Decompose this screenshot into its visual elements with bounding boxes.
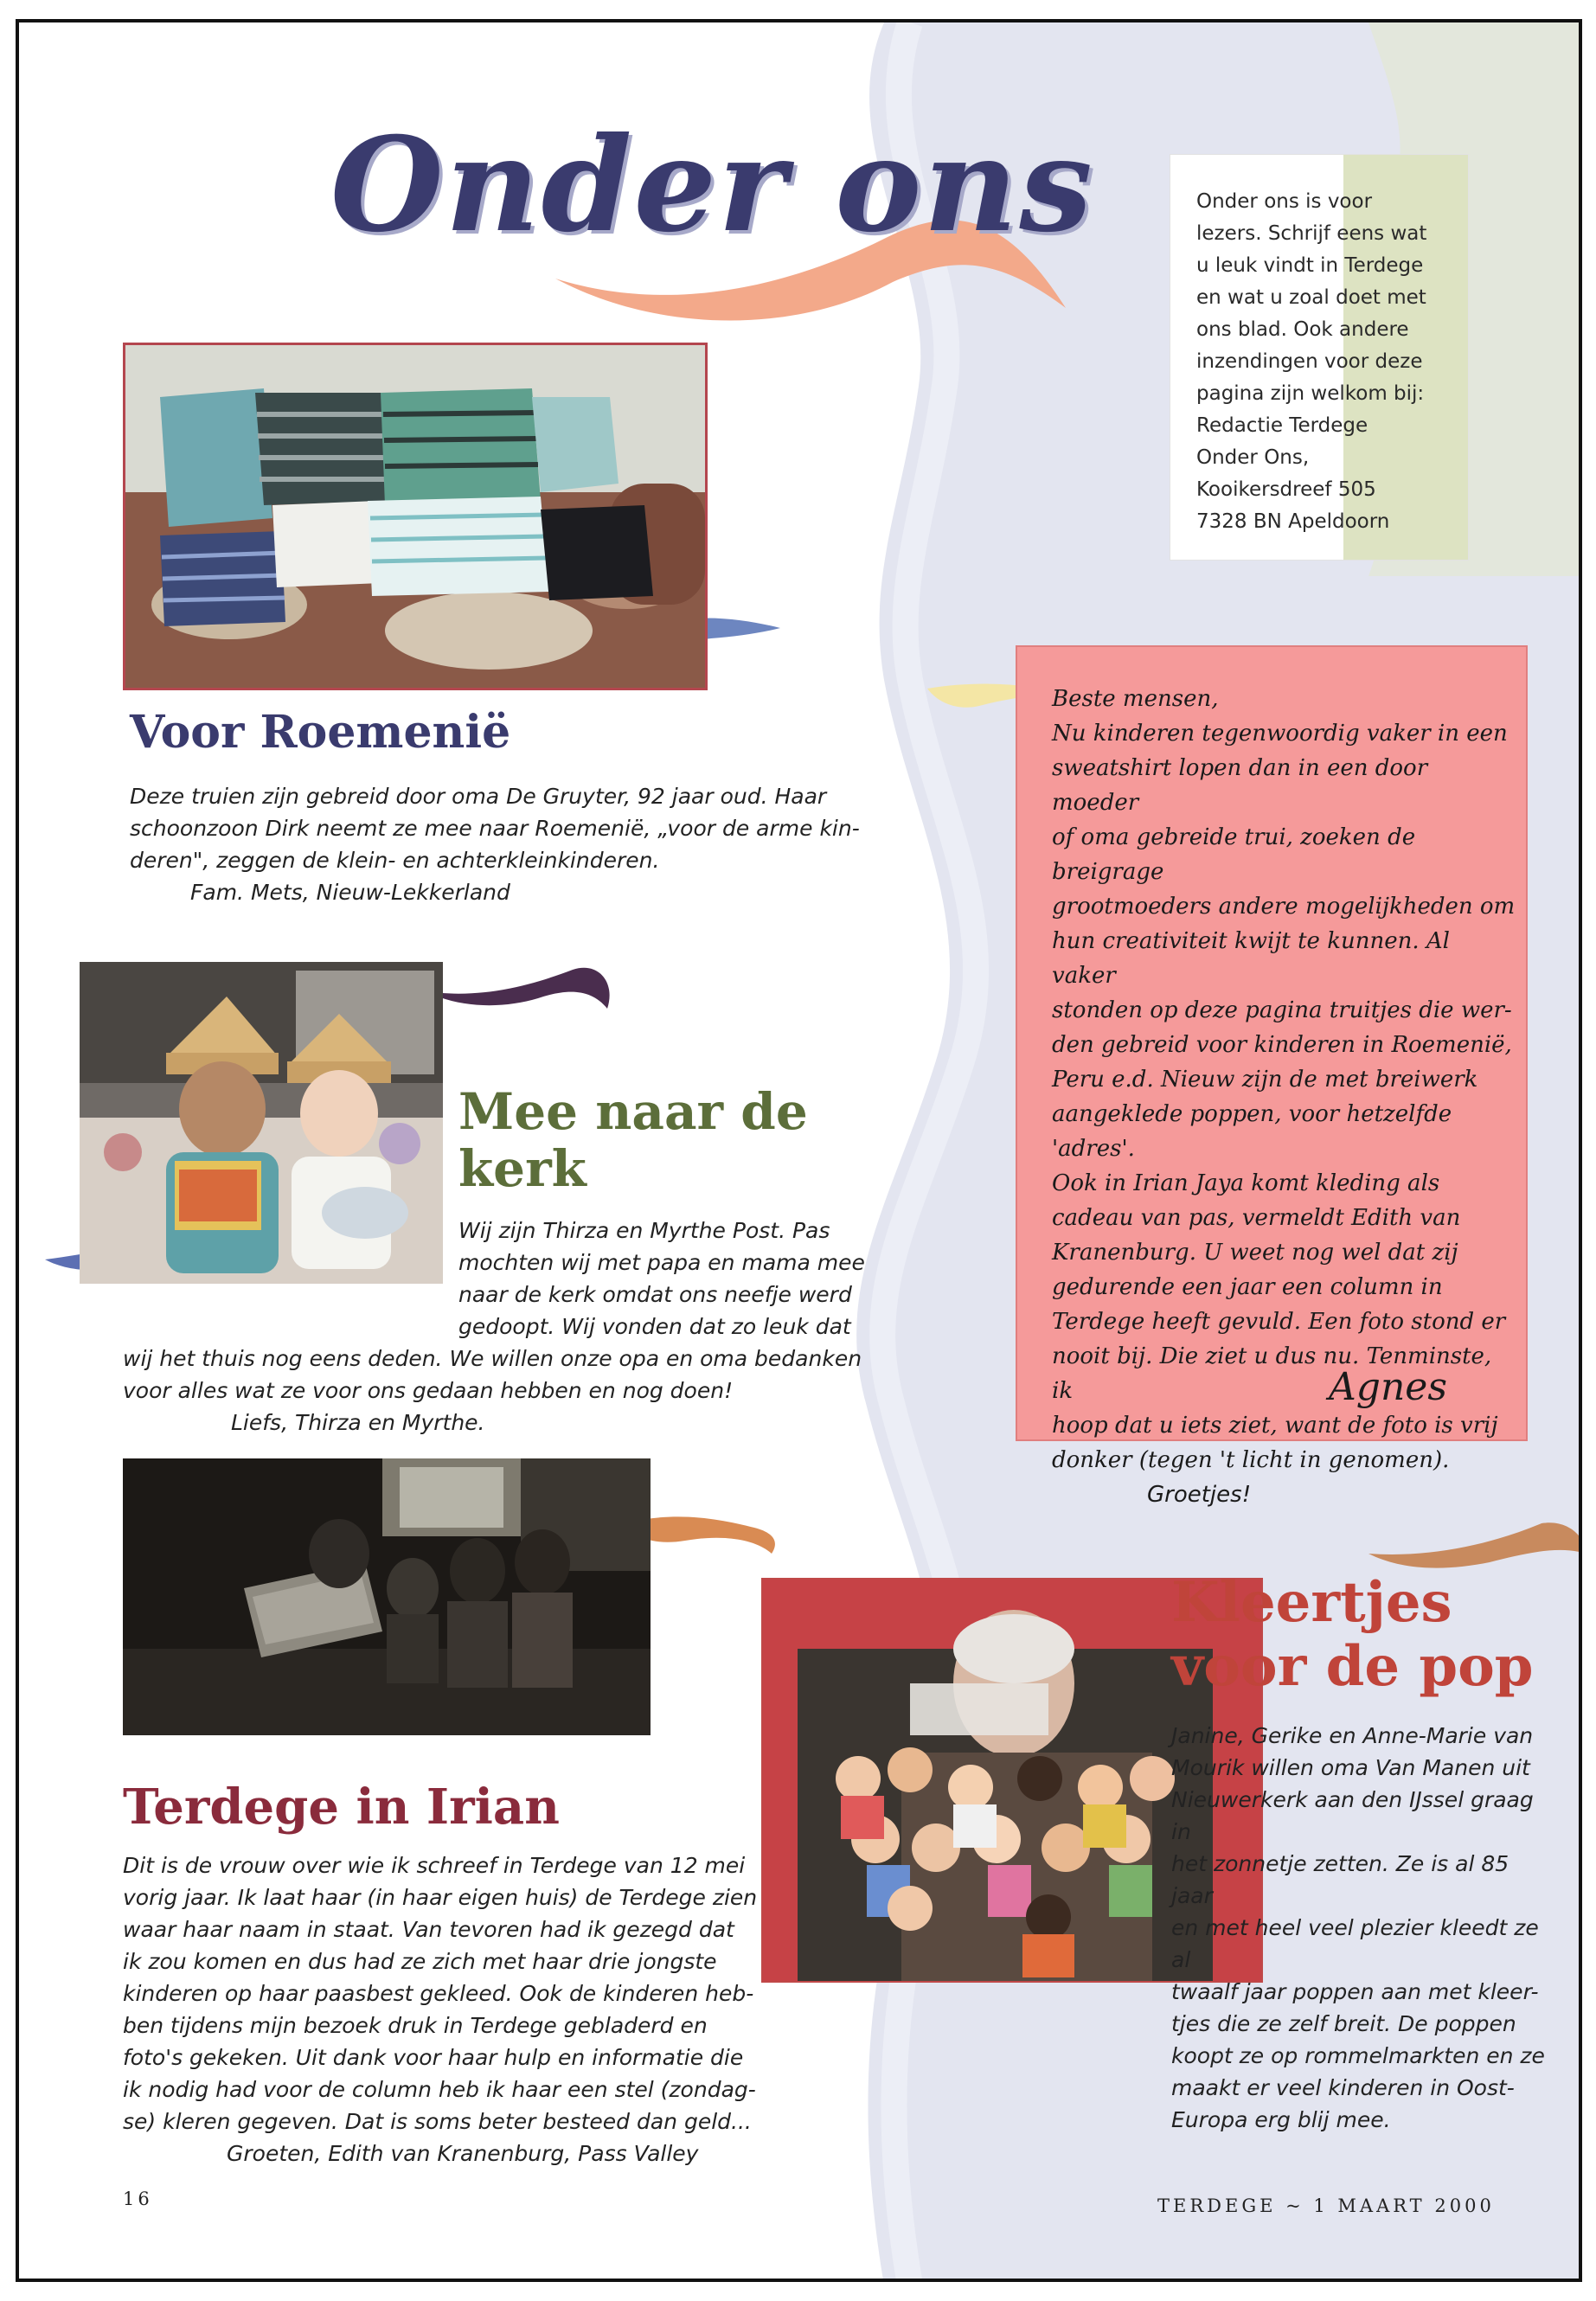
text-line: se) kleren gegeven. Dat is soms beter besteed dan geld... — [123, 2109, 752, 2134]
heading-roemenie: Voor Roemenië — [130, 706, 511, 759]
text-line: kinderen op haar paasbest gekleed. Ook de kinderen heb- — [123, 1981, 754, 2006]
letter-line: cadeau van pas, vermeldt Edith van — [1052, 1205, 1461, 1231]
text-line: Janine, Gerike en Anne-Marie van — [1171, 1723, 1534, 1748]
text-line: Deze truien zijn gebreid door oma De Gruyter, 92 jaar oud. Haar — [130, 784, 827, 809]
signature: Liefs, Thirza en Myrthe. — [231, 1410, 485, 1435]
letter-signature: Agnes — [1329, 1365, 1447, 1409]
text-line: Mourik willen oma Van Manen uit — [1171, 1755, 1530, 1780]
letter-line: donker (tegen 't licht in genomen). — [1052, 1447, 1450, 1473]
info-box-line: Onder Ons, — [1196, 446, 1310, 469]
heading-kerk-line: Mee naar de — [458, 1082, 808, 1141]
letter-line: hun creativiteit kwijt te kunnen. Al vaker — [1052, 928, 1450, 989]
info-box-line: pagina zijn welkom bij: — [1196, 382, 1425, 405]
text-line: foto's gekeken. Uit dank voor haar hulp en informatie die — [123, 2045, 744, 2070]
letter-line: aangeklede poppen, voor hetzelfde — [1052, 1101, 1452, 1127]
letter-line: Nu kinderen tegenwoordig vaker in een — [1052, 721, 1508, 747]
heading-pop-line: voor de pop — [1171, 1634, 1534, 1699]
text-line: Dit is de vrouw over wie ik schreef in Terdege van 12 mei — [123, 1853, 746, 1878]
publication-line: TERDEGE ~ 1 MAART 2000 — [1157, 2195, 1495, 2216]
letter-line: Kranenburg. U weet nog wel dat zij — [1052, 1240, 1458, 1266]
letter-line: grootmoeders andere mogelijkheden om — [1052, 894, 1516, 920]
text-line: voor alles wat ze voor ons gedaan hebben en nog doen! — [123, 1378, 734, 1403]
info-box-line: u leuk vindt in Terdege — [1196, 254, 1424, 277]
text-line: schoonzoon Dirk neemt ze mee naar Roemenië, „voor de arme kin- — [130, 816, 860, 841]
photo-irian-room — [123, 1458, 651, 1735]
text-line: deren", zeggen de klein- en achterkleinkinderen. — [130, 848, 660, 873]
text-line: wij het thuis nog eens deden. We willen onze opa en oma bedanken — [123, 1346, 862, 1371]
text-line: Wij zijn Thirza en Myrthe Post. Pas — [458, 1218, 830, 1243]
text-line: koopt ze op rommelmarkten en ze — [1171, 2043, 1545, 2068]
page-frame — [16, 19, 1582, 2282]
info-box-line: Onder ons is voor — [1196, 190, 1373, 213]
letter-line: hoop dat u iets ziet, want de foto is vrij — [1052, 1413, 1498, 1439]
letter-text — [1052, 682, 1519, 1512]
text-line: Nieuwerkerk aan den IJssel graag in — [1171, 1787, 1534, 1844]
text-line: gedoopt. Wij vonden dat zo leuk dat — [458, 1314, 851, 1339]
text-line: naar de kerk omdat ons neefje werd — [458, 1282, 852, 1307]
plum-swash-kerk — [426, 968, 610, 1009]
info-box-text — [1196, 186, 1465, 538]
text-line: en met heel veel plezier kleedt ze al — [1171, 1915, 1539, 1972]
text-line: waar haar naam in staat. Van tevoren had ik gezegd dat — [123, 1917, 734, 1942]
text-line: twaalf jaar poppen aan met kleer- — [1171, 1979, 1539, 2004]
letter-line: Beste mensen, — [1052, 686, 1219, 712]
text-line: Europa erg blij mee. — [1171, 2107, 1391, 2132]
photo-children-with-hats — [80, 962, 443, 1284]
letter-line: nooit bij. Die ziet u dus nu. Tenminste, ik — [1052, 1343, 1492, 1404]
text-line: maakt er veel kinderen in Oost- — [1171, 2075, 1515, 2100]
text-irian — [123, 1849, 780, 2170]
info-box-line: 7328 BN Apeldoorn — [1196, 510, 1390, 533]
text-line: ben tijdens mijn bezoek druk in Terdege gebladerd en — [123, 2013, 708, 2038]
signature: Fam. Mets, Nieuw-Lekkerland — [190, 880, 510, 905]
letter-line: Peru e.d. Nieuw zijn de met breiwerk — [1052, 1067, 1478, 1093]
text-line: tjes die ze zelf breit. De poppen — [1171, 2011, 1516, 2036]
text-line: ik zou komen en dus had ze zich met haar drie jongste — [123, 1949, 717, 1974]
text-kerk-wide — [123, 1343, 884, 1439]
letter-closing: Groetjes! — [1147, 1482, 1252, 1508]
page-number: 16 — [123, 2189, 153, 2209]
letter-box — [1016, 645, 1528, 1508]
letter-line: 'adres'. — [1052, 1136, 1135, 1162]
text-line: het zonnetje zetten. Ze is al 85 jaar — [1171, 1851, 1509, 1908]
info-box-line: ons blad. Ook andere — [1196, 318, 1409, 341]
info-box — [1170, 154, 1469, 561]
info-box-line: Redactie Terdege — [1196, 414, 1368, 437]
letter-line: gedurende een jaar een column in — [1052, 1274, 1443, 1300]
photo-sweaters-on-couch — [123, 343, 708, 690]
text-line: ik nodig had voor de column heb ik haar een stel (zondag- — [123, 2077, 756, 2102]
heading-irian: Terdege in Irian — [123, 1779, 560, 1836]
text-roemenie — [130, 780, 874, 908]
info-box-line: en wat u zoal doet met — [1196, 286, 1426, 309]
letter-line: sweatshirt lopen dan in een door moeder — [1052, 755, 1428, 816]
heading-pop — [1171, 1571, 1534, 1699]
letter-line: den gebreid voor kinderen in Roemenië, — [1052, 1032, 1512, 1058]
signature: Groeten, Edith van Kranenburg, Pass Valley — [227, 2141, 699, 2166]
text-kerk — [458, 1215, 865, 1343]
heading-pop-line: Kleertjes — [1171, 1570, 1452, 1635]
info-box-line: lezers. Schrijf eens wat — [1196, 222, 1427, 245]
text-line: vorig jaar. Ik laat haar (in haar eigen huis) de Terdege zien — [123, 1885, 758, 1910]
heading-kerk-line: kerk — [458, 1139, 586, 1198]
text-line: mochten wij met papa en mama mee — [458, 1250, 865, 1275]
letter-line: of oma gebreide trui, zoeken de breigrage — [1052, 824, 1416, 885]
page-title: Onder ons — [330, 109, 1094, 261]
info-box-line: inzendingen voor deze — [1196, 350, 1423, 373]
heading-kerk — [458, 1083, 808, 1197]
letter-line: Ook in Irian Jaya komt kleding als — [1052, 1170, 1440, 1196]
letter-line: stonden op deze pagina truitjes die wer- — [1052, 997, 1512, 1023]
info-box-line: Kooikersdreef 505 — [1196, 478, 1376, 501]
text-pop — [1171, 1720, 1552, 2136]
letter-line: Terdege heeft gevuld. Een foto stond er — [1052, 1309, 1506, 1335]
